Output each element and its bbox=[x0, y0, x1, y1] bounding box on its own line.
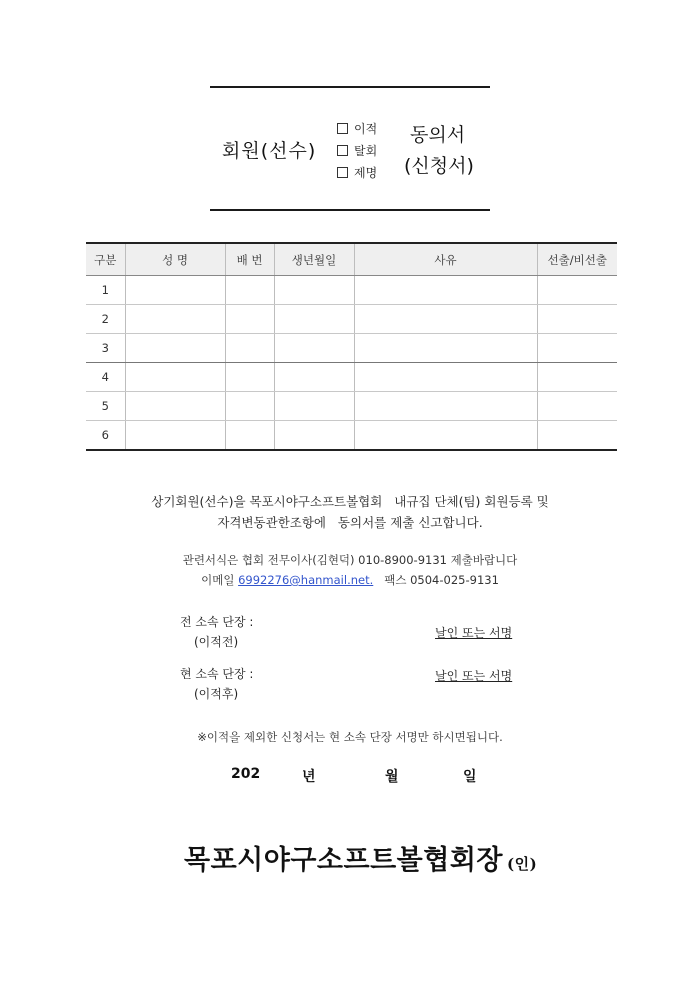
signature-sub-label: (이적전) bbox=[194, 635, 239, 649]
previous-team-signature-field[interactable]: 날인 또는 서명 bbox=[435, 626, 513, 640]
previous-team-manager-label bbox=[180, 612, 253, 652]
signature-sub-label: (이적후) bbox=[194, 687, 239, 701]
recruit-type-cell[interactable] bbox=[537, 305, 617, 334]
reason-cell[interactable] bbox=[354, 334, 537, 363]
birthdate-cell[interactable] bbox=[274, 276, 354, 305]
number-cell[interactable] bbox=[225, 363, 274, 392]
header-category: 구분 bbox=[86, 243, 125, 276]
table-row bbox=[86, 392, 617, 421]
header-birthdate: 생년월일 bbox=[274, 243, 354, 276]
table-row bbox=[86, 276, 617, 305]
declaration-line-1: 상기회원(선수)을 목포시야구소프트볼협회 내규집 단체(팀) 회원등록 및 bbox=[151, 494, 549, 509]
row-number: 2 bbox=[86, 305, 125, 334]
date-year-unit: 년 bbox=[302, 769, 316, 785]
recruit-type-cell[interactable] bbox=[537, 363, 617, 392]
checkbox-icon[interactable] bbox=[337, 123, 348, 134]
notice-text: ※이적을 제외한 신청서는 현 소속 단장 서명만 하시면됩니다. bbox=[197, 730, 503, 744]
name-cell[interactable] bbox=[125, 421, 225, 451]
number-cell[interactable] bbox=[225, 305, 274, 334]
birthdate-cell[interactable] bbox=[274, 392, 354, 421]
name-cell[interactable] bbox=[125, 334, 225, 363]
name-cell[interactable] bbox=[125, 392, 225, 421]
title-top-rule bbox=[210, 86, 490, 88]
reason-cell[interactable] bbox=[354, 421, 537, 451]
issuer-signature bbox=[184, 838, 537, 877]
option-withdrawal[interactable] bbox=[337, 140, 377, 162]
form-type-options bbox=[337, 118, 377, 184]
title-bottom-rule bbox=[210, 209, 490, 211]
birthdate-cell[interactable] bbox=[274, 363, 354, 392]
row-number: 1 bbox=[86, 276, 125, 305]
header-recruit-type: 선출/비선출 bbox=[537, 243, 617, 276]
form-title-type bbox=[404, 120, 474, 182]
title-application: (신청서) bbox=[404, 155, 474, 177]
row-number: 5 bbox=[86, 392, 125, 421]
form-title-subject: 회원(선수) bbox=[222, 140, 317, 162]
table-header-row bbox=[86, 243, 617, 276]
header-number: 배 번 bbox=[225, 243, 274, 276]
birthdate-cell[interactable] bbox=[274, 305, 354, 334]
reason-cell[interactable] bbox=[354, 363, 537, 392]
seal-mark: (인) bbox=[506, 855, 538, 873]
fax-number: 팩스 0504-025-9131 bbox=[384, 573, 499, 587]
current-team-signature-field[interactable]: 날인 또는 서명 bbox=[435, 669, 513, 683]
option-transfer[interactable] bbox=[337, 118, 377, 140]
number-cell[interactable] bbox=[225, 276, 274, 305]
number-cell[interactable] bbox=[225, 334, 274, 363]
current-team-manager-label bbox=[180, 664, 253, 704]
reason-cell[interactable] bbox=[354, 276, 537, 305]
row-number: 6 bbox=[86, 421, 125, 451]
row-number: 3 bbox=[86, 334, 125, 363]
recruit-type-cell[interactable] bbox=[537, 334, 617, 363]
table-row bbox=[86, 363, 617, 392]
email-label: 이메일 bbox=[201, 573, 235, 587]
email-link[interactable]: 6992276@hanmail.net. bbox=[238, 573, 374, 587]
recruit-type-cell[interactable] bbox=[537, 421, 617, 451]
recruit-type-cell[interactable] bbox=[537, 276, 617, 305]
title-consent: 동의서 bbox=[410, 124, 466, 146]
checkbox-icon[interactable] bbox=[337, 145, 348, 156]
birthdate-cell[interactable] bbox=[274, 421, 354, 451]
option-label: 탈회 bbox=[354, 144, 378, 158]
table-row bbox=[86, 305, 617, 334]
recruit-type-cell[interactable] bbox=[537, 392, 617, 421]
declaration-line-2: 자격변동관한조항에 동의서를 제출 신고합니다. bbox=[217, 515, 483, 530]
number-cell[interactable] bbox=[225, 392, 274, 421]
date-day-unit: 일 bbox=[463, 769, 477, 785]
checkbox-icon[interactable] bbox=[337, 167, 348, 178]
reason-cell[interactable] bbox=[354, 392, 537, 421]
header-name: 성 명 bbox=[125, 243, 225, 276]
row-number: 4 bbox=[86, 363, 125, 392]
header-reason: 사유 bbox=[354, 243, 537, 276]
date-year[interactable]: 202 bbox=[231, 766, 261, 782]
name-cell[interactable] bbox=[125, 276, 225, 305]
member-table bbox=[86, 242, 617, 451]
birthdate-cell[interactable] bbox=[274, 334, 354, 363]
contact-line: 관련서식은 협회 전무이사(김현덕) 010-8900-9131 제출바랍니다 bbox=[182, 553, 518, 567]
name-cell[interactable] bbox=[125, 305, 225, 334]
contact-info bbox=[0, 550, 700, 590]
date-month-unit: 월 bbox=[385, 769, 399, 785]
table-row bbox=[86, 421, 617, 451]
table-row bbox=[86, 334, 617, 363]
number-cell[interactable] bbox=[225, 421, 274, 451]
option-label: 제명 bbox=[354, 166, 378, 180]
declaration-text bbox=[0, 491, 700, 533]
name-cell[interactable] bbox=[125, 363, 225, 392]
issuer-name: 목포시야구소프트볼협회장 bbox=[184, 845, 503, 876]
reason-cell[interactable] bbox=[354, 305, 537, 334]
option-expulsion[interactable] bbox=[337, 162, 377, 184]
option-label: 이적 bbox=[354, 122, 378, 136]
signature-label: 현 소속 단장 : bbox=[180, 667, 254, 681]
email-fax-line bbox=[0, 570, 700, 590]
signature-label: 전 소속 단장 : bbox=[180, 615, 254, 629]
